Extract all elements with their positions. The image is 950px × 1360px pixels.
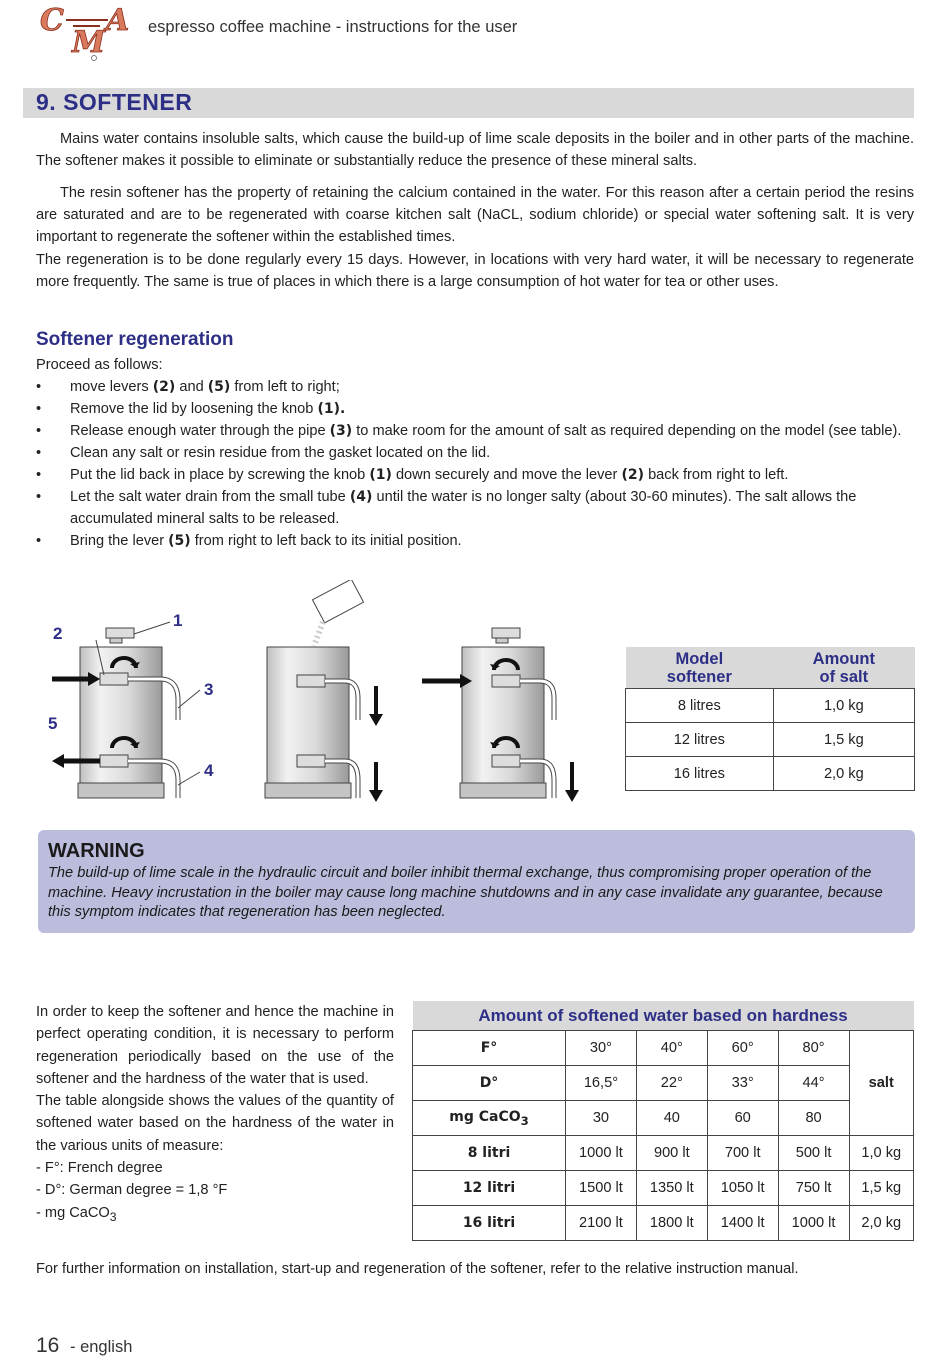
hardness-explanation [36,1001,394,1228]
diagram-label-4: 4 [204,761,214,780]
warning-title: WARNING [48,840,145,862]
hardness-table-caption: Amount of softened water based on hardness [413,1001,914,1031]
row-header: 12 litri [413,1171,566,1206]
intro-paragraph-3: The regeneration is to be done regularly every 15 days. However, in locations with very hard water, it will be necessary to regenerate more frequently. The same is true of places in which there is a large consumption of hot water for tea or other uses. [36,252,914,290]
table-cell: 16,5° [566,1066,637,1101]
table-row [413,1136,914,1171]
unit-french: - F°: French degree [36,1160,163,1177]
table-cell: 33° [707,1066,778,1101]
softener-unit-2 [265,580,383,802]
svg-text:A: A [106,3,130,38]
diagram-label-5: 5 [48,714,58,733]
unit-german: - D°: German degree = 1,8 °F [36,1182,228,1199]
table-cell: 900 lt [636,1136,707,1171]
table-cell: 40 [636,1101,707,1136]
hardness-paragraph-1: In order to keep the softener and hence the machine in perfect operating condition, it is necessary to perform regeneration periodically based on the use of the softener and the hardness of the water that is used. [36,1004,394,1087]
table-cell: 700 lt [707,1136,778,1171]
header-title: espresso coffee machine - instructions for the user [148,18,518,36]
table-cell: 80° [778,1031,849,1066]
intro-paragraph-1: Mains water contains insoluble salts, which cause the build-up of lime scale deposits in the boiler and in other parts of the machine. The softener makes it possible to eliminate or substantially reduce the presence of these mineral salts. [36,131,914,169]
softener-unit-1 [52,622,200,798]
regeneration-title: Softener regeneration [36,329,234,350]
table-cell: 60° [707,1031,778,1066]
table-cell: 1,0 kg [773,689,914,723]
table-cell: 22° [636,1066,707,1101]
section-title: 9. SOFTENER [36,89,193,115]
regeneration-intro: Proceed as follows: [36,357,163,373]
table-cell: 30 [566,1101,637,1136]
regeneration-steps [36,376,916,552]
table-cell: 2,0 kg [773,757,914,791]
table-row [413,1206,914,1241]
table-cell: 1400 lt [707,1206,778,1241]
diagram-label-1: 1 [173,611,183,630]
table-cell: 16 litres [626,757,774,791]
footer-note: For further information on installation, start-up and regeneration of the softener, refer to the relative instruction manual. [36,1261,799,1277]
salt-amount-table [625,647,915,791]
table-cell: 2100 lt [566,1206,637,1241]
table-row [626,723,915,757]
svg-text:M: M [72,25,106,60]
hardness-paragraph-2: The table alongside shows the values of the quantity of softened water based on the hardness of the water in the various units of measure: [36,1093,394,1154]
table-cell: 12 litres [626,723,774,757]
table-row [413,1031,914,1066]
row-header: 8 litri [413,1136,566,1171]
table-cell: 1,0 kg [849,1136,914,1171]
row-header: 16 litri [413,1206,566,1241]
table-cell: 8 litres [626,689,774,723]
regeneration-step: • Remove the lid by loosening the knob (1). [36,398,916,420]
table-cell: 30° [566,1031,637,1066]
hardness-table [412,1001,914,1241]
regeneration-step: • Clean any salt or resin residue from the gasket located on the lid. [36,442,916,464]
table-row [626,689,915,723]
table-cell: 1350 lt [636,1171,707,1206]
table-cell: 1,5 kg [849,1171,914,1206]
page-number: 16 [36,1334,60,1357]
warning-text: The build-up of lime scale in the hydraulic circuit and boiler inhibit thermal exchange, thus compromising proper operation of the machine. Heavy incrustation in the boiler may cause long machine shutdowns and in any case invalidate any guarantee, because this symptom indicates that regeneration has been neglected. [48,865,883,920]
table-cell: 44° [778,1066,849,1101]
table-cell: 500 lt [778,1136,849,1171]
regeneration-step: • Put the lid back in place by screwing the knob (1) down securely and move the lever (2) back from right to left. [36,464,916,486]
softener-unit-3 [422,628,579,802]
table-row [413,1066,914,1101]
table-cell: 60 [707,1101,778,1136]
table-cell: 40° [636,1031,707,1066]
table-cell: 1050 lt [707,1171,778,1206]
regeneration-step: • Bring the lever (5) from right to left back to its initial position. [36,530,916,552]
table-row [413,1101,914,1136]
softener-diagram [40,580,600,810]
table-header-amount: Amount of salt [773,647,914,689]
regeneration-step: • Let the salt water drain from the small tube (4) until the water is no longer salty (about 30-60 minutes). The salt allows the accumulated mineral salts to be released. [36,486,916,530]
table-cell: 750 lt [778,1171,849,1206]
table-header-model: Model softener [626,647,774,689]
diagram-label-3: 3 [204,680,214,699]
salt-header: salt [849,1031,914,1136]
row-header: F° [413,1031,566,1066]
table-cell: 1000 lt [566,1136,637,1171]
intro-paragraph-2: The resin softener has the property of retaining the calcium contained in the water. For this reason after a certain period the resins are saturated and are to be regenerated with coarse kitchen salt (NaCL, sodium chloride) or special water softening salt. It is very important to regenerate the softener within the established times. [36,185,914,245]
table-row [413,1171,914,1206]
table-cell: 1800 lt [636,1206,707,1241]
cma-logo [38,2,138,64]
table-cell: 2,0 kg [849,1206,914,1241]
row-header: mg CaCO$_3$ [413,1101,566,1136]
regeneration-step: • move levers (2) and (5) from left to right; [36,376,916,398]
table-row [626,757,915,791]
diagram-label-2: 2 [53,624,63,643]
svg-text:C: C [40,3,64,38]
table-cell: 1000 lt [778,1206,849,1241]
table-cell: 80 [778,1101,849,1136]
table-cell: 1500 lt [566,1171,637,1206]
unit-mg-caco3: - mg CaCO$_3$ [36,1204,117,1224]
table-cell: 1,5 kg [773,723,914,757]
regeneration-step: • Release enough water through the pipe (3) to make room for the amount of salt as required depending on the model (see table). [36,420,916,442]
page-language: - english [70,1338,133,1356]
row-header: D° [413,1066,566,1101]
